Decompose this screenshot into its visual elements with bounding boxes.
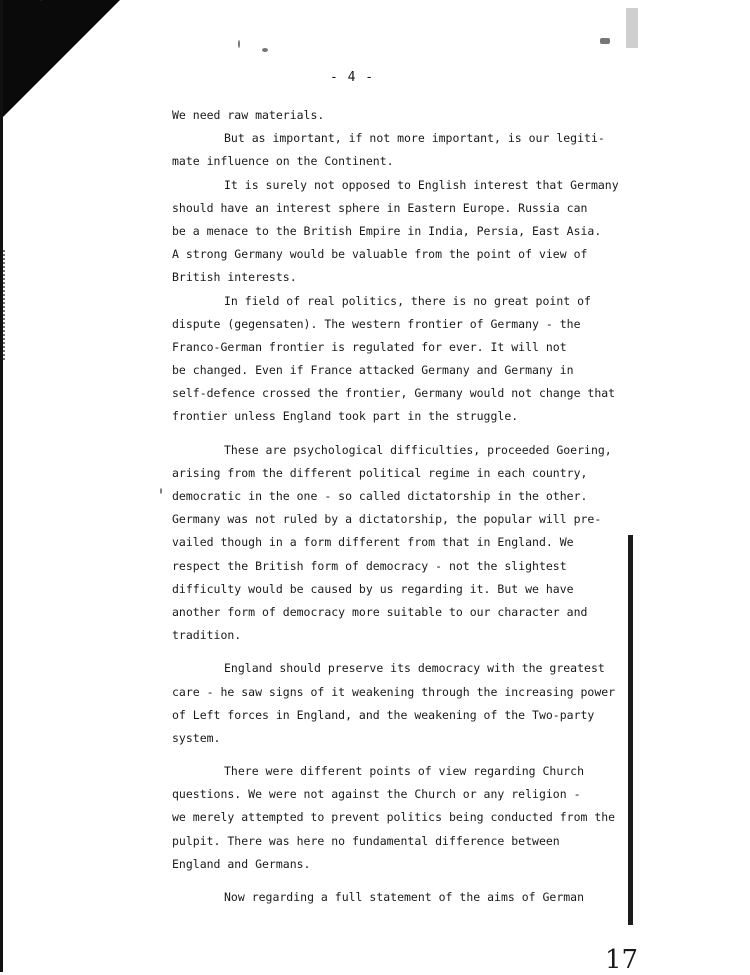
scan-top-right-mark: [626, 8, 638, 48]
text-line: questions. We were not against the Church or any religion -: [172, 787, 581, 802]
text-line: These are psychological difficulties, proceeded Goering,: [224, 442, 612, 457]
text-line: tradition.: [172, 628, 242, 643]
text-line: be changed. Even if France attacked Germany and Germany in: [172, 363, 574, 378]
text-line: England and Germans.: [172, 856, 311, 871]
text-line: of Left forces in England, and the weakening of the Two-party: [172, 707, 595, 722]
text-line: It is surely not opposed to English interest that Germany: [224, 177, 619, 192]
text-line: should have an interest sphere in Eastern Europe. Russia can: [172, 200, 588, 215]
scan-corner-shadow: [0, 0, 120, 120]
paragraph-gap: [172, 429, 627, 439]
text-line: vailed though in a form different from that in England. We: [172, 535, 574, 550]
text-line: We need raw materials.: [172, 108, 325, 122]
text-line: another form of democracy more suitable to our character and: [172, 604, 588, 619]
page-number: - 4 -: [330, 70, 375, 85]
text-line: There were different points of view regarding Church: [224, 764, 585, 779]
text-line: frontier unless England took part in the struggle.: [172, 409, 519, 424]
text-line: British interests.: [172, 270, 297, 285]
paragraph-gap: [172, 647, 627, 657]
text-line: pulpit. There was here no fundamental difference between: [172, 833, 560, 848]
text-line: self-defence crossed the frontier, Germany would not change that: [172, 386, 616, 401]
text-line: Germany was not ruled by a dictatorship, the popular will pre-: [172, 512, 602, 527]
scan-speck: [600, 38, 610, 44]
text-line: Now regarding a full statement of the aims of German: [224, 890, 585, 904]
paragraph-gap: [172, 876, 627, 886]
scan-speck: [262, 48, 268, 52]
footer-mark: 17: [605, 945, 639, 975]
text-line: we merely attempted to prevent politics being conducted from the: [172, 810, 616, 825]
text-line: system.: [172, 730, 221, 745]
text-line: dispute (gegensaten). The western frontier of Germany - the: [172, 316, 581, 331]
scan-left-marks: [3, 250, 13, 360]
text-line: be a menace to the British Empire in India, Persia, East Asia.: [172, 223, 602, 238]
paragraph-gap: [172, 750, 627, 760]
text-line: mate influence on the Continent.: [172, 154, 394, 169]
text-line: democratic in the one - so called dictatorship in the other.: [172, 489, 588, 503]
text-line: England should preserve its democracy with the greatest: [224, 661, 605, 676]
text-line: Franco-German frontier is regulated for ever. It will not: [172, 339, 567, 354]
text-line: A strong Germany would be valuable from the point of view of: [172, 247, 588, 262]
text-line: care - he saw signs of it weakening through the increasing power: [172, 684, 616, 699]
scan-speck: [238, 40, 240, 48]
text-line: In field of real politics, there is no great point of: [224, 293, 591, 308]
text-line: difficulty would be caused by us regarding it. But we have: [172, 581, 574, 596]
scan-speck: [160, 488, 162, 494]
document-body: [172, 104, 627, 909]
text-line: respect the British form of democracy - not the slightest: [172, 558, 567, 573]
text-line: But as important, if not more important, is our legiti-: [224, 131, 605, 146]
margin-bar: [628, 535, 633, 925]
text-line: arising from the different political regime in each country,: [172, 465, 588, 480]
scan-left-border: [0, 0, 3, 972]
